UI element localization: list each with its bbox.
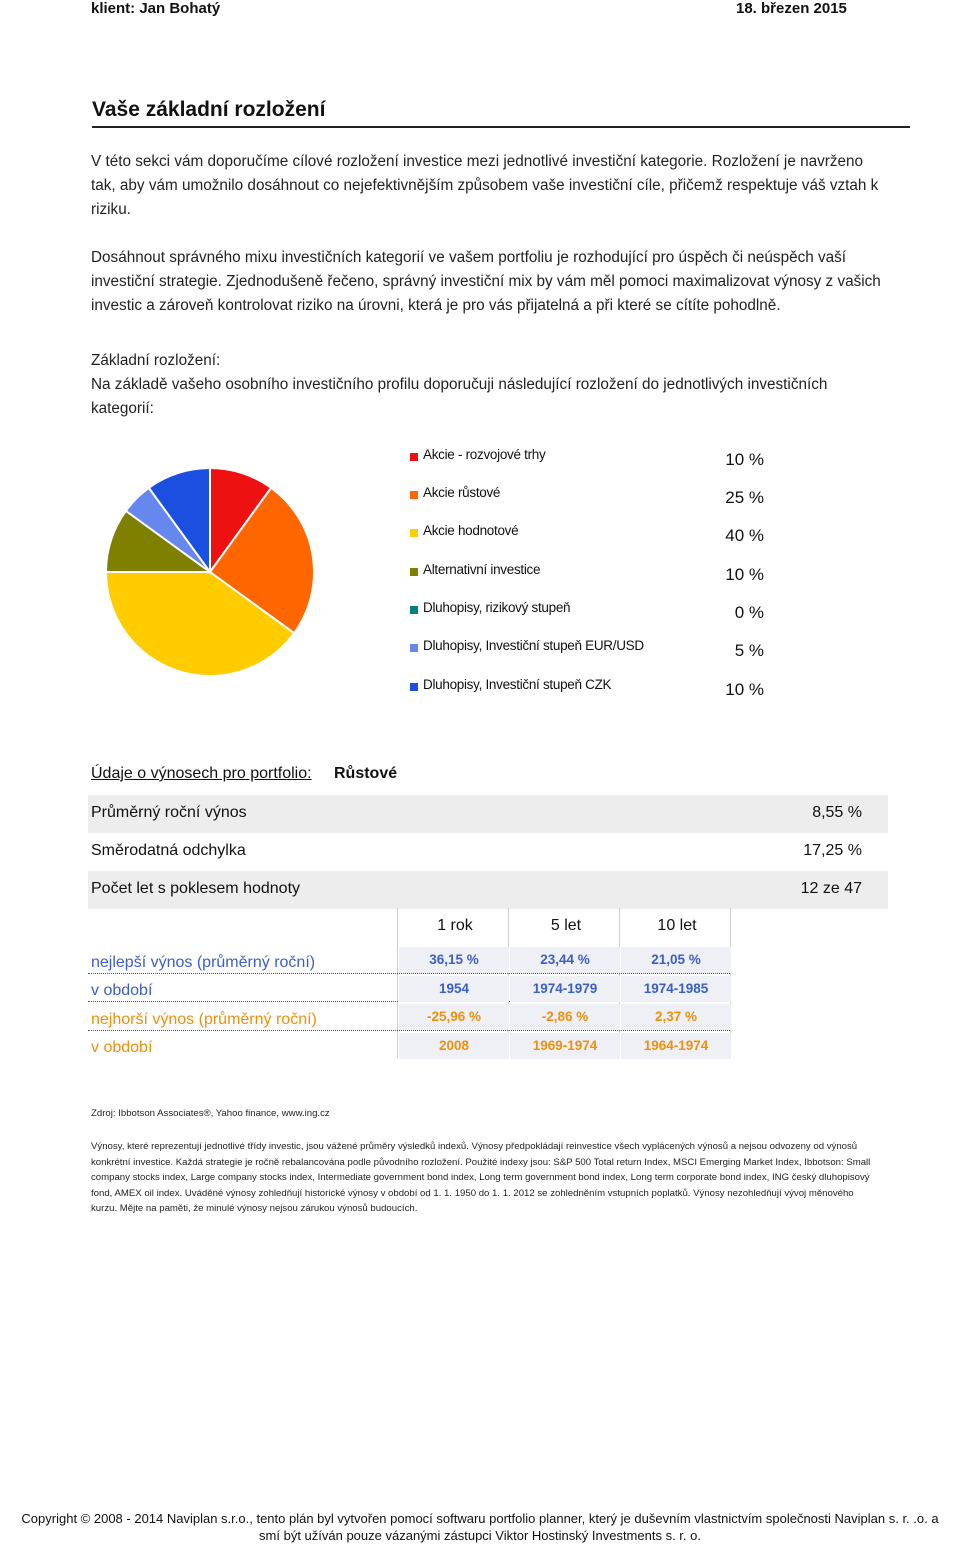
allocation-text: Na základě vašeho osobního investičního profilu doporučuji následující rozložení do jednotlivých investičních kategorií: (91, 376, 828, 417)
mix-paragraph (91, 246, 891, 318)
client-name: klient: Jan Bohatý (91, 0, 221, 17)
legend-value: 10 % (725, 680, 764, 699)
legend-label: Dluhopisy, rizikový stupeň (423, 600, 571, 615)
mix-text: Dosáhnout správného mixu investičních kategorií ve vašem portfoliu je rozhodující pro úspěch či neúspěch vaší investiční strategie. Zjednodušeně řečeno, správný investiční mix by vám měl pomoci maximalizovat výnosy z vašich investic a zároveň kontrolovat riziko na úrovni, která je pro vás přijatelná a při které se cítíte pohodlně. (91, 249, 881, 314)
returns-heading-label: Údaje o výnosech pro portfolio: (91, 765, 312, 782)
legend-label: Akcie růstové (423, 485, 501, 500)
col-header-1y: 1 rok (437, 917, 473, 934)
legend-label: Alternativní investice (423, 562, 541, 577)
best-return-label: nejlepší výnos (průměrný roční) (91, 954, 316, 971)
source-note: Zdroj: Ibbotson Associates®, Yahoo finance, www.ing.cz (91, 1108, 330, 1119)
legend-value: 10 % (725, 450, 764, 469)
legend-swatch (410, 491, 418, 499)
worst-period-5y: 1969-1974 (510, 1033, 620, 1059)
footer-usage: smí být užíván pouze vázanými zástupci Viktor Hostinský Investments s. r. o. (259, 1528, 701, 1543)
worst-10y: 2,37 % (621, 1004, 731, 1030)
legend-swatch (410, 568, 418, 576)
legend-swatch (410, 644, 418, 652)
legend-label: Akcie - rozvojové trhy (423, 447, 546, 462)
legend-value: 40 % (725, 526, 764, 545)
legend-label: Dluhopisy, Investiční stupeň EUR/USD (423, 638, 644, 653)
worst-5y: -2,86 % (510, 1004, 620, 1030)
allocation-label: Základní rozložení: (91, 352, 221, 369)
intro-paragraph (91, 150, 891, 222)
worst-period-1y: 2008 (399, 1033, 509, 1059)
col-header-10y: 10 let (657, 917, 697, 934)
std-dev-label: Směrodatná odchylka (91, 842, 246, 859)
legend-swatch (410, 529, 418, 537)
legend-item (410, 562, 770, 586)
avg-return-value: 8,55 % (812, 804, 862, 821)
col-header-5y: 5 let (550, 917, 582, 934)
best-period-1y: 1954 (399, 976, 509, 1002)
footer-copyright: Copyright © 2008 - 2014 Naviplan s.r.o., tento plán byl vytvořen pomocí softwaru portfolio planner, který je duševním vlastnictvím společnosti Naviplan s. r. .o. a (21, 1511, 939, 1526)
legend-value: 5 % (734, 641, 764, 660)
intro-text: V této sekci vám doporučíme cílové rozložení investice mezi jednotlivé investiční kategorie. Rozložení je navrženo tak, aby vám umožnilo dosáhnout co nejefektivnějším způsobem vaše investiční cíle, přičemž respektuje váš vztah k riziku. (91, 153, 879, 218)
worst-return-label: nejhorší výnos (průměrný roční) (91, 1011, 317, 1028)
row-separator (88, 1030, 730, 1032)
worst-period-10y: 1964-1974 (621, 1033, 731, 1059)
avg-return-row (88, 795, 888, 833)
legend-value: 25 % (725, 488, 764, 507)
best-period-5y: 1974-1979 (510, 976, 620, 1002)
legend-item (410, 447, 770, 471)
legend-item (410, 638, 770, 662)
legend-item (410, 485, 770, 509)
portfolio-type: Růstové (334, 765, 398, 782)
best-period-label: v období (91, 982, 153, 999)
best-5y: 23,44 % (510, 947, 620, 973)
legend-item (410, 677, 770, 701)
worst-period-label: v období (91, 1039, 153, 1056)
page-title: Vaše základní rozložení (92, 98, 326, 121)
disclaimer: Výnosy, které reprezentují jednotlivé třídy investic, jsou vážené průměry výsledků indexů. Výnosy předpokládají reinvestice všech vyplácených výnosů a nejsou odvozeny od výnosů konkrétní investice. Každá strategie je ročně rebalancována podle původního rozložení. Použité indexy jsou: S&P 500 Total return Index, MSCI Emerging Market Index, Ibbotson: Small company stocks index, Large company stocks index, Intermediate government bond index, Long term government bond index, Long term corporate bond index, ING český dluhopisový fond, AMEX oil index. Uváděné výnosy zohledňují historické výnosy v období od 1. 1. 1950 do 1. 1. 2012 se zohledněním vstupních poplatků. Výnosy nezohledňují vývoj měnového kurzu. Mějte na paměti, že minulé výnosy nejsou zárukou výnosů budoucích. (91, 1141, 871, 1215)
allocation-pie-chart (100, 462, 320, 682)
legend-label: Akcie hodnotové (423, 523, 519, 538)
row-separator (88, 973, 730, 975)
avg-return-label: Průměrný roční výnos (91, 804, 247, 821)
negative-years-value: 12 ze 47 (800, 880, 862, 897)
legend-swatch (410, 606, 418, 614)
allocation-paragraph (91, 349, 891, 421)
legend-value: 0 % (734, 603, 764, 622)
col-divider (397, 908, 398, 1058)
title-divider (92, 126, 910, 128)
legend-value: 10 % (725, 565, 764, 584)
legend-label: Dluhopisy, Investiční stupeň CZK (423, 677, 612, 692)
std-dev-value: 17,25 % (803, 842, 862, 859)
worst-1y: -25,96 % (399, 1004, 509, 1030)
legend-item (410, 600, 770, 624)
negative-years-row (88, 871, 888, 909)
std-dev-row (88, 833, 888, 871)
legend-item (410, 523, 770, 547)
report-date: 18. březen 2015 (736, 0, 847, 17)
best-1y: 36,15 % (399, 947, 509, 973)
best-period-10y: 1974-1985 (621, 976, 731, 1002)
negative-years-label: Počet let s poklesem hodnoty (91, 880, 301, 897)
legend-swatch (410, 453, 418, 461)
best-10y: 21,05 % (621, 947, 731, 973)
legend-swatch (410, 683, 418, 691)
